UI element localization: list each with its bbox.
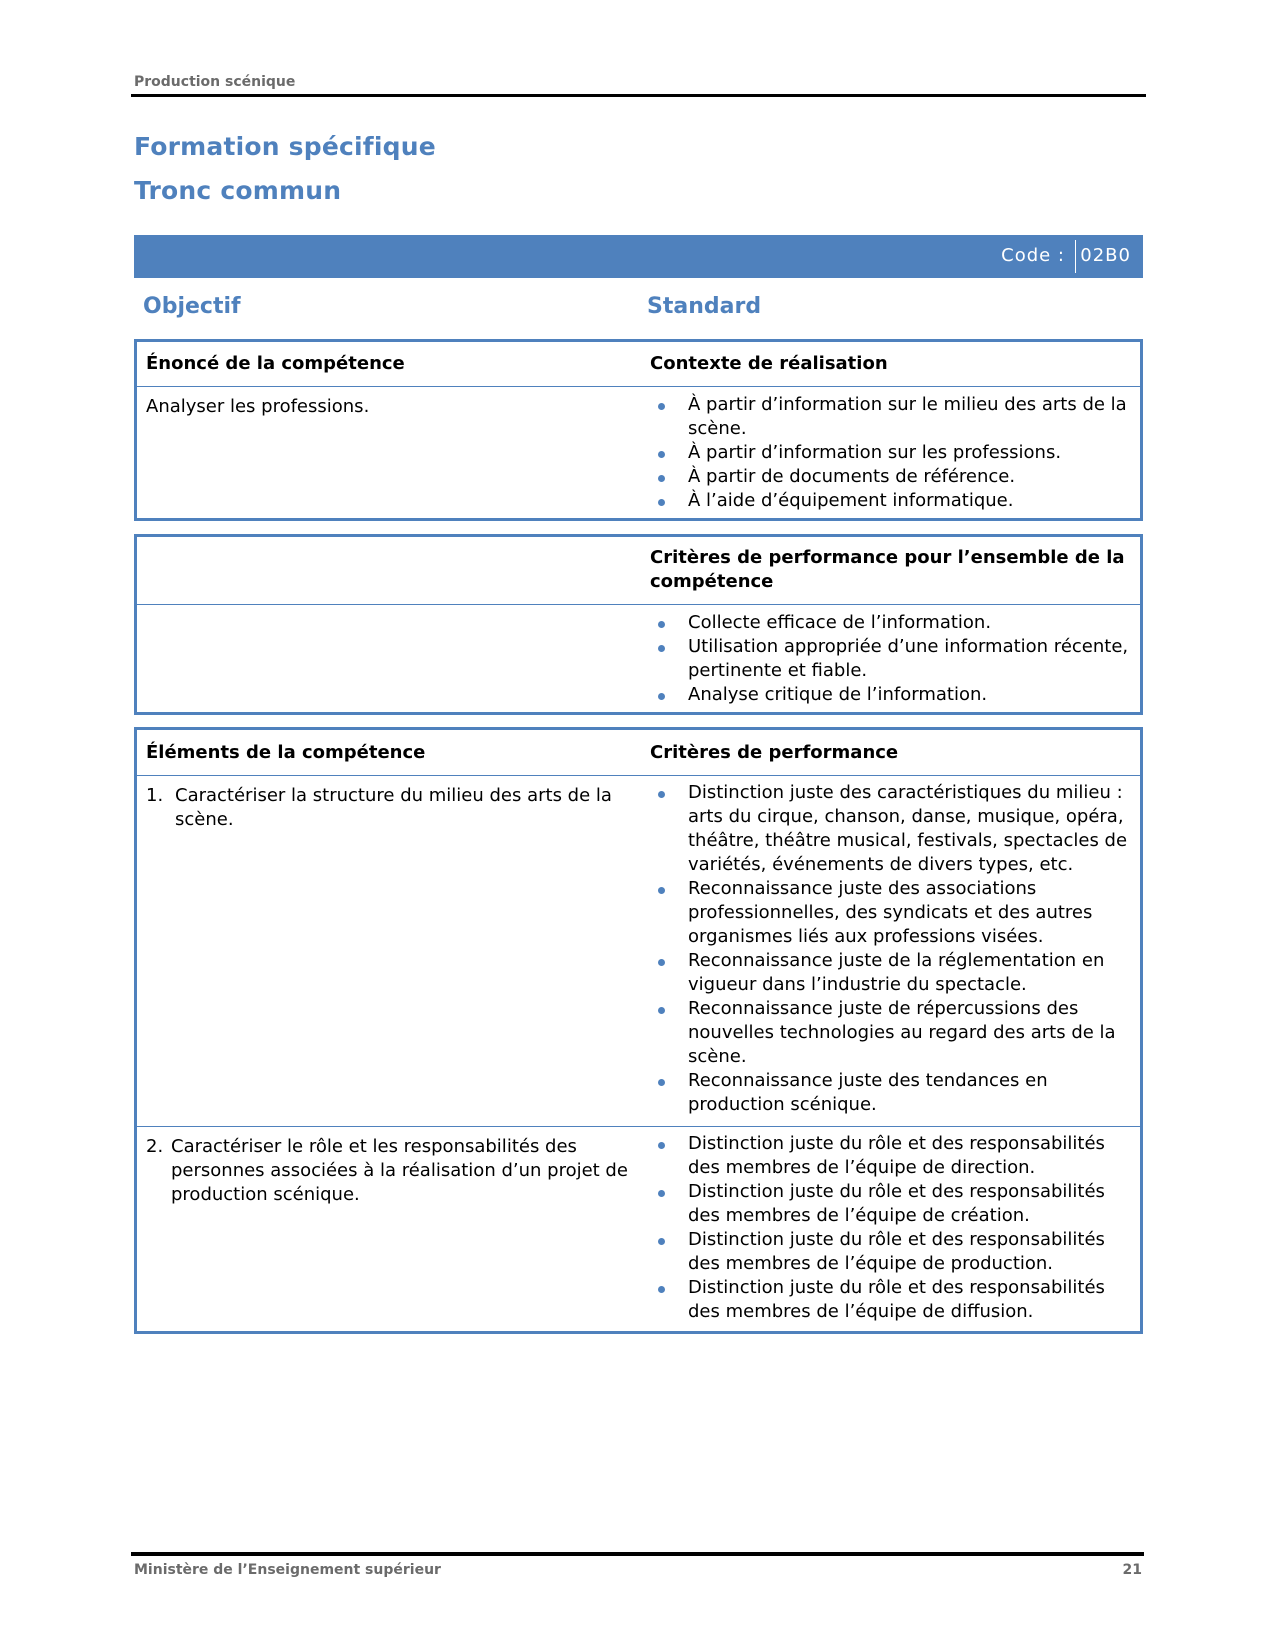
list-item-text: Distinction juste du rôle et des responsabilités des membres de l’équipe de production. <box>688 1229 1105 1274</box>
list-item <box>650 877 1132 949</box>
criteria-cell <box>641 1127 1140 1331</box>
element-text: Caractériser la structure du milieu des arts de la scène. <box>175 785 612 830</box>
column-heading-standard: Standard <box>647 294 762 319</box>
table-row <box>137 775 1140 1126</box>
bullet-icon <box>658 1286 665 1293</box>
table-header-row <box>137 537 1140 604</box>
list-item <box>650 997 1132 1069</box>
list-item <box>650 393 1132 441</box>
list-item <box>650 1180 1132 1228</box>
bullet-icon <box>658 959 665 966</box>
list-item-text: À partir de documents de référence. <box>688 466 1016 487</box>
bullet-icon <box>658 1007 665 1014</box>
list-item-text: Reconnaissance juste de la réglementation en vigueur dans l’industrie du spectacle. <box>688 950 1105 995</box>
list-item <box>650 1069 1132 1117</box>
table-header-row <box>137 342 1140 386</box>
empty-cell <box>137 605 641 712</box>
list-item <box>650 781 1132 877</box>
criteria-cell <box>641 776 1140 1126</box>
footer-rule <box>131 1552 1144 1556</box>
code-label: Code : <box>1001 245 1065 266</box>
element-text: Caractériser le rôle et les responsabilités des personnes associées à la réalisation d’un projet de production scénique. <box>171 1136 628 1205</box>
list-item-text: Utilisation appropriée d’une information récente, pertinente et fiable. <box>688 636 1129 681</box>
table-elements-competence <box>134 727 1143 1334</box>
list-item-text: À l’aide d’équipement informatique. <box>688 490 1014 511</box>
list-item <box>650 1276 1132 1324</box>
footer-publisher: Ministère de l’Enseignement supérieur <box>134 1562 441 1578</box>
list-item-text: Collecte efficace de l’information. <box>688 612 992 633</box>
table-enonce-competence <box>134 339 1143 521</box>
context-list <box>650 393 1132 513</box>
code-value: 02B0 <box>1080 245 1131 266</box>
criteria-list <box>650 1132 1132 1324</box>
list-item <box>650 1132 1132 1180</box>
header-enonce: Énoncé de la compétence <box>146 353 405 374</box>
page-number: 21 <box>1122 1562 1142 1578</box>
header-contexte: Contexte de réalisation <box>650 353 888 374</box>
list-item-text: Distinction juste du rôle et des responsabilités des membres de l’équipe de création. <box>688 1181 1105 1226</box>
bullet-icon <box>658 1190 665 1197</box>
list-item <box>650 441 1132 465</box>
list-item <box>650 465 1132 489</box>
bullet-icon <box>658 499 665 506</box>
bullet-icon <box>658 621 665 628</box>
list-item-text: Reconnaissance juste de répercussions des nouvelles technologies au regard des arts de la scène. <box>688 998 1116 1067</box>
list-item <box>650 683 1132 707</box>
list-item-text: Reconnaissance juste des tendances en production scénique. <box>688 1070 1048 1115</box>
list-item <box>650 489 1132 513</box>
column-heading-objectif: Objectif <box>143 294 241 319</box>
running-header-title: Production scénique <box>134 74 296 90</box>
competence-statement: Analyser les professions. <box>146 396 370 417</box>
element-cell <box>137 776 641 1126</box>
bullet-icon <box>658 791 665 798</box>
header-criteres: Critères de performance <box>650 742 899 763</box>
bullet-icon <box>658 1238 665 1245</box>
global-criteria-list <box>650 611 1132 707</box>
list-item-text: À partir d’information sur le milieu des arts de la scène. <box>688 394 1127 439</box>
list-item <box>650 635 1132 683</box>
subsection-title: Tronc commun <box>134 176 342 205</box>
bullet-icon <box>658 693 665 700</box>
element-number: 2. <box>146 1136 164 1157</box>
context-cell <box>641 387 1140 518</box>
header-empty <box>137 537 641 604</box>
table-header-row <box>137 730 1140 775</box>
table-row <box>137 604 1140 712</box>
global-criteria-cell <box>641 605 1140 712</box>
element-cell <box>137 1127 641 1331</box>
list-item-text: Analyse critique de l’information. <box>688 684 988 705</box>
bullet-icon <box>658 1142 665 1149</box>
header-global-criteria: Critères de performance pour l’ensemble de la compétence <box>650 547 1125 592</box>
list-item-text: Distinction juste du rôle et des responsabilités des membres de l’équipe de direction. <box>688 1133 1105 1178</box>
bullet-icon <box>658 475 665 482</box>
list-item <box>650 1228 1132 1276</box>
element-item <box>146 1135 631 1207</box>
bullet-icon <box>658 887 665 894</box>
list-item <box>650 949 1132 997</box>
bullet-icon <box>658 645 665 652</box>
table-row <box>137 1126 1140 1331</box>
section-title: Formation spécifique <box>134 132 436 161</box>
element-number: 1. <box>146 785 164 806</box>
criteria-list <box>650 781 1132 1117</box>
bullet-icon <box>658 403 665 410</box>
code-bar <box>134 235 1143 278</box>
list-item-text: À partir d’information sur les professions. <box>688 442 1062 463</box>
element-item <box>146 784 631 832</box>
table-global-criteria <box>134 534 1143 715</box>
header-elements: Éléments de la compétence <box>146 742 426 763</box>
list-item-text: Distinction juste du rôle et des responsabilités des membres de l’équipe de diffusion. <box>688 1277 1105 1322</box>
list-item-text: Distinction juste des caractéristiques du milieu : arts du cirque, chanson, danse, musique, opéra, théâtre, théâtre musical, festivals, spectacles de variétés, événements de divers types, etc. <box>688 782 1128 875</box>
bullet-icon <box>658 451 665 458</box>
header-rule <box>131 94 1146 97</box>
list-item <box>650 611 1132 635</box>
table-row <box>137 386 1140 518</box>
bullet-icon <box>658 1079 665 1086</box>
list-item-text: Reconnaissance juste des associations professionnelles, des syndicats et des autres organismes liés aux professions visées. <box>688 878 1093 947</box>
code-separator <box>1075 240 1076 273</box>
